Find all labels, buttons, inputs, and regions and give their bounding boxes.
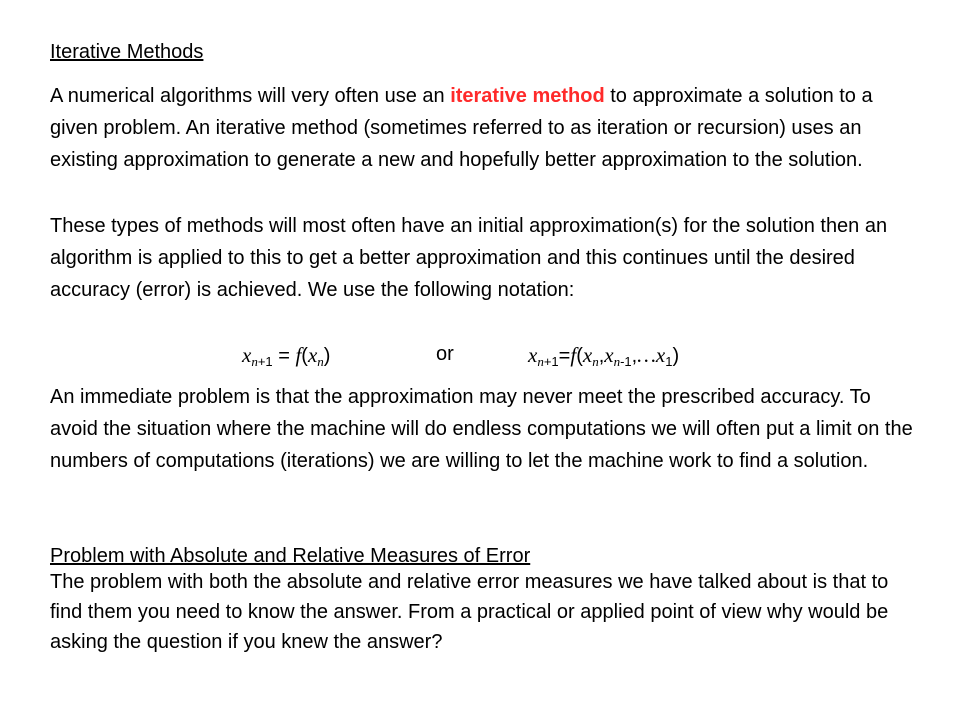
paragraph-iterative-intro (50, 80, 920, 176)
heading-error-measures: Problem with Absolute and Relative Measures of Error (50, 545, 531, 567)
formula-or-label: or (436, 343, 454, 365)
iteration-formula (50, 343, 920, 373)
formula-single-step: $x_{n+1} = f(x_n)$ (242, 343, 331, 369)
heading-iterative-methods: Iterative Methods (50, 41, 204, 63)
paragraph-approximation-notation: These types of methods will most often have an initial approximation(s) for the solution then an algorithm is applied to this to get a better approximation and this continues until the desired accuracy (error) is achieved. We use the following notation: (50, 215, 888, 301)
paragraph-error-measures: The problem with both the absolute and relative error measures we have talked about is that to find them you need to know the answer. From a practical or applied point of view why would be asking the question if you knew the answer? (50, 571, 889, 653)
formula-multi-step: $x_{n+1}=f(x_n,x_{n-1},\dots x_1)$ (528, 343, 680, 369)
highlight-iterative-method: iterative method (450, 85, 605, 107)
paragraph-accuracy-limit: An immediate problem is that the approximation may never meet the prescribed accuracy. To avoid the situation where the machine will do endless computations we will often put a limit on the numbers of computations (iterations) we are willing to let the machine work to find a solution. (50, 386, 913, 472)
intro-text-start: A numerical algorithms will very often use an (50, 85, 451, 107)
intro-text-end: to approximate a solution to a given problem. An iterative method (sometimes referred to as iteration or recursion) uses an existing approximation to generate a new and hopefully better approximation to the solution. (50, 85, 873, 171)
